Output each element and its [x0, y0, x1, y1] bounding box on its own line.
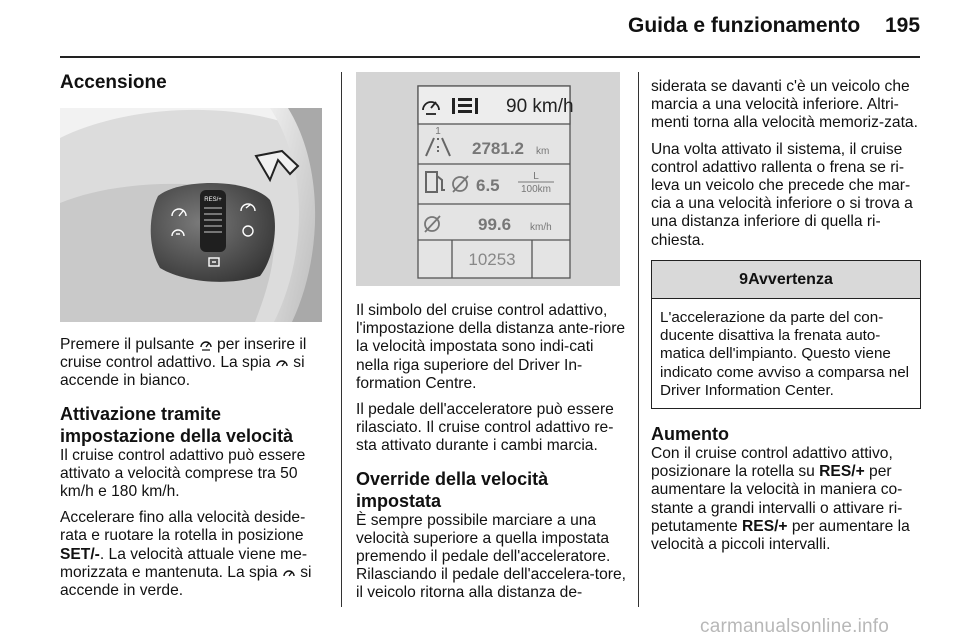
control-lamp-icon	[282, 566, 296, 579]
warning-header	[652, 261, 920, 299]
col3-para1: siderata se davanti c'è un veicolo che marcia a una velocità inferiore. Altri-menti torna alla velocità memoriz-zata.	[651, 78, 918, 132]
sub-title-override: Override della velocità impostata	[356, 468, 549, 511]
res-label: RES/+	[742, 517, 788, 535]
warning-title: Avvertenza	[748, 270, 833, 288]
dic-consumption-unit-bottom: 100km	[520, 184, 552, 195]
col1-para3-middle: . La velocità attuale viene me-morizzata e mantenuta. La spia	[60, 545, 308, 581]
warning-text: L'accelerazione da parte del con-ducente disattiva la frenata auto-matica dell'impianto. Questo viene indicato come avviso a comparsa nel Driver Information Center.	[660, 309, 910, 399]
res-button-label: RES/+	[204, 197, 222, 203]
col1-para3-end: si accende in verde.	[60, 563, 312, 600]
res-label: RES/+	[819, 463, 865, 481]
col3-para3-middle: per aumentare la velocità in maniera co-stante a grandi intervalli o attivare ri-petutamente	[651, 463, 903, 535]
set-label: SET/-	[60, 545, 100, 563]
header-title: Guida e funzionamento	[628, 14, 861, 37]
adaptive-cruise-button-icon	[199, 338, 213, 351]
dic-odometer: 2781.2	[472, 139, 524, 158]
col2-para2: Il pedale dell'acceleratore può essere rilasciato. Il cruise control adattivo re-sta attivato durante i cambi marcia.	[356, 401, 614, 455]
dic-consumption: 6.5	[476, 176, 500, 195]
sub-title-activation: Attivazione tramite impostazione della velocità	[60, 403, 294, 446]
driver-information-display	[356, 72, 620, 286]
col1-para1-end: si accende in bianco.	[60, 354, 305, 390]
col2-para1: Il simbolo del cruise control adattivo, l'impostazione della distanza ante-riore la velocità impostata sono indi-cati nella riga superiore del Driver In-formation Centre.	[356, 302, 626, 392]
col3-para3-end: per aumentare la velocità a piccoli intervalli.	[651, 517, 910, 554]
col1-para2: Il cruise control adattivo può essere attivato a velocità comprese tra 50 km/h e 180 km/h.	[60, 446, 306, 501]
col1-para3-start: Accelerare fino alla velocità deside-rata e ruotare la rotella in posizione	[60, 509, 306, 545]
page-number: 195	[885, 14, 921, 37]
dic-speed: 90 km/h	[506, 96, 574, 117]
dic-avg-speed-unit: km/h	[530, 222, 552, 233]
dic-gear-number: 1	[435, 126, 441, 137]
column-divider-left	[341, 72, 342, 607]
section-title: Accensione	[60, 72, 167, 93]
column-2	[356, 72, 626, 611]
dic-avg-speed: 99.6	[478, 215, 512, 234]
dic-consumption-unit-top: L	[533, 171, 539, 182]
warning-box	[651, 260, 921, 409]
sub-title-increase: Aumento	[651, 424, 729, 445]
col3-para3-start: Con il cruise control adattivo attivo, posizionare la rotella su	[651, 445, 893, 481]
col1-para1-start: Premere il pulsante	[60, 336, 199, 353]
steering-wheel-figure	[60, 108, 322, 322]
watermark: carmanualsonline.info	[700, 616, 890, 637]
col2-para3: È sempre possibile marciare a una velocità superiore a quella impostata premendo il pedale dell'acceleratore. Rilasciando il pedale dell'accelera-tore, il veicolo ritorna alla distanza de-	[356, 511, 626, 602]
warning-symbol: 9	[739, 270, 749, 288]
control-lamp-icon	[275, 356, 289, 369]
dic-total: 10253	[468, 250, 516, 269]
col3-para2: Una volta attivato il sistema, il cruise control adattivo rallenta o frena se ri-leva un veicolo che precede che mar-cia a una velocità inferiore o si trova a una distanza inferiore di quella ri-chiesta.	[651, 140, 913, 249]
col1-para1-middle: per inserire il cruise control adattivo. La spia	[60, 336, 307, 372]
header-rule	[60, 56, 920, 58]
dic-odometer-unit: km	[536, 146, 550, 157]
column-1	[60, 72, 328, 608]
column-divider-right	[638, 72, 639, 607]
column-3	[651, 78, 921, 562]
